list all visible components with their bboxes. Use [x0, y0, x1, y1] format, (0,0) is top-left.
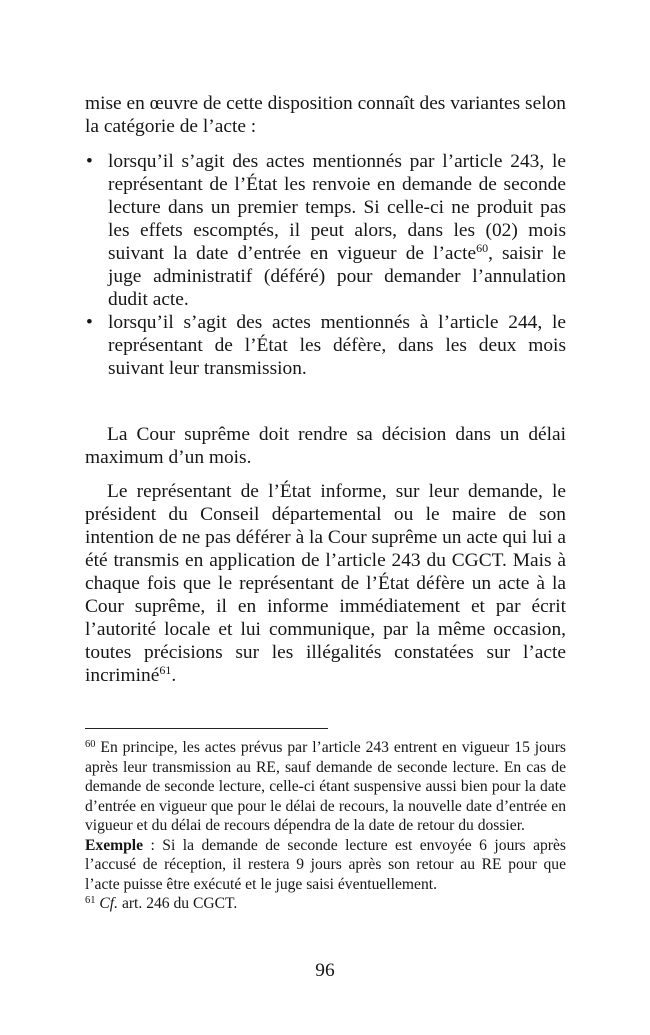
intro-paragraph: mise en œuvre de cette disposition connaît des variantes selon la catégorie de l’acte :	[85, 93, 566, 137]
bullet-icon: •	[86, 151, 93, 172]
footnote-60: $^{60}$ En principe, les actes prévus par l’article 243 entrent en vigueur 15 jours après leur transmission au RE, sauf demande de seconde lecture. En cas de demande de seconde lecture, celle-ci étant suspensive aussi bien pour la date d’entrée en vigueur que pour le délai de recours, la nouvelle date d’entrée en vigueur et du délai de recours dépendra de la date de retour du dossier.	[85, 739, 566, 834]
page-number: 96	[315, 960, 335, 981]
footnote-ref-61[interactable]: 61	[159, 663, 172, 677]
footnotes	[85, 738, 566, 914]
footnote-60-example: Exemple : Si la demande de seconde lecture est envoyée 6 jours après l’accusé de réception, il restera 9 jours après son retour au RE pour que l’acte puisse être exécuté et le juge saisi éventuellement.	[85, 836, 566, 893]
bullet-icon: •	[86, 312, 93, 333]
paragraph-representant: Le représentant de l’État informe, sur leur demande, le président du Conseil départemental ou le maire de son intention de ne pas déférer à la Cour suprême un acte qui lui a été transmis en application de l’article 243 du CGCT. Mais à chaque fois que le représentant de l’État défère un acte à la Cour suprême, il en informe immédiatement et par écrit l’autorité locale et lui communique, par la même occasion, toutes précisions sur les illégalités constatées sur l’acte incriminé$^{61}$.	[85, 481, 566, 686]
footnote-61: $^{61}$ Cf. art. 246 du CGCT.	[85, 895, 238, 912]
bullet-item-article-244: • lorsqu’il s’agit des actes mentionnés à l’article 244, le représentant de l’État les défère, dans les deux mois suivant leur transmission.	[86, 312, 566, 379]
bullet-item-article-243: • lorsqu’il s’agit des actes mentionnés par l’article 243, le représentant de l’État les renvoie en demande de seconde lecture dans un premier temps. Si celle-ci ne produit pas les effets escomptés, il peut alors, dans les (02) mois suivant la date d’entrée en vigueur de l’acte$^{60}$, saisir le juge administratif (déféré) pour demander l’annulation dudit acte.	[86, 151, 566, 310]
footnote-separator	[85, 728, 328, 729]
paragraph-cour-supreme: La Cour suprême doit rendre sa décision dans un délai maximum d’un mois.	[85, 424, 566, 468]
bullet-list	[85, 150, 566, 380]
footnote-ref-60[interactable]: 60	[476, 241, 489, 255]
